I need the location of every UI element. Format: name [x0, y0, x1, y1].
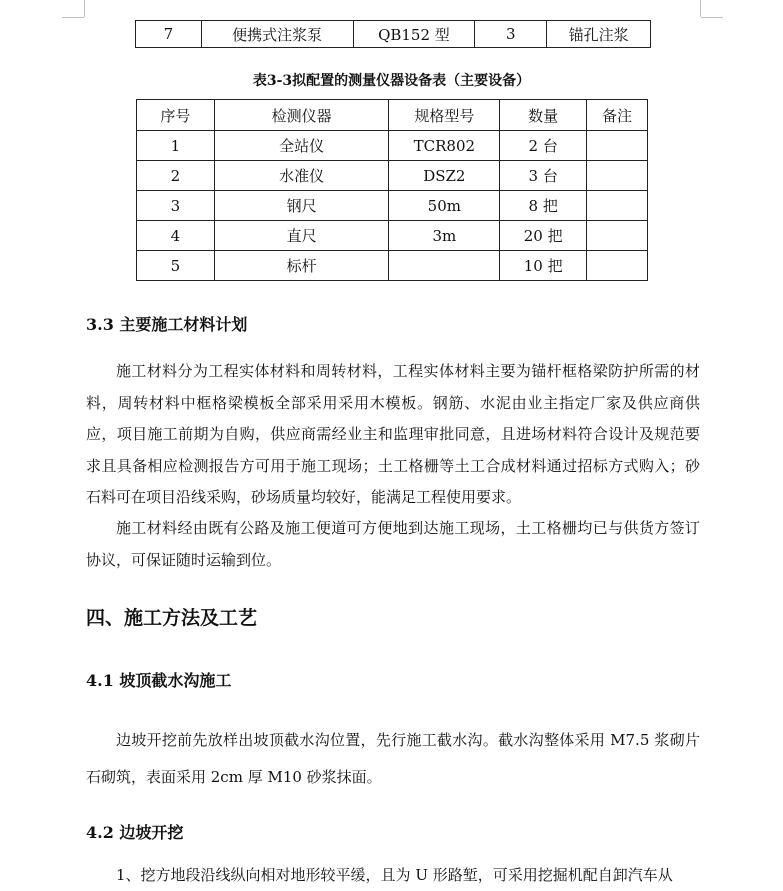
table-row	[137, 161, 648, 191]
table-caption: 表3-3拟配置的测量仪器设备表（主要设备）	[252, 73, 531, 89]
table-cell: 2 台	[500, 131, 587, 161]
table-cell: 10 把	[500, 251, 587, 281]
table-cell: 8 把	[500, 191, 587, 221]
table-cell	[587, 161, 648, 191]
table-cell	[587, 221, 648, 251]
paragraph-materials-plan: 施工材料分为工程实体材料和周转材料，工程实体材料主要为锚杆框格梁防护所需的材料，周转材料中框格梁模板全部采用采用木模板。钢筋、水泥由业主指定厂家及供应商供应，项目施工前期为自购，供应商需经业主和监理审批同意，且进场材料符合设计及规范要求且具备相应检测报告方可用于施工现场；土工格栅等土工合成材料通过招标方式购入；砂石料可在项目沿线采购，砂场质量均较好，能满足工程使用要求。	[86, 362, 700, 506]
equipment-table-continued	[135, 20, 651, 48]
section-heading-3-3: 3.3 主要施工材料计划	[86, 315, 248, 334]
paragraph-slope-excavation: 1、挖方地段沿线纵向相对地形较平缓，且为 U 形路堑，可采用挖掘机配自卸汽车从	[116, 866, 673, 884]
table-cell: 1	[137, 131, 215, 161]
table-cell: 3	[475, 21, 547, 48]
table-cell: TCR802	[389, 131, 500, 161]
table-row	[137, 191, 648, 221]
page-corner-mark-top-right-horizontal	[701, 17, 723, 18]
table-cell: 3	[137, 191, 215, 221]
table-cell: 3m	[389, 221, 500, 251]
table-cell: 2	[137, 161, 215, 191]
table-cell: 全站仪	[214, 131, 389, 161]
table-cell: 3 台	[500, 161, 587, 191]
table-cell: 标杆	[214, 251, 389, 281]
table-row	[137, 131, 648, 161]
page-corner-mark-top-left-horizontal	[62, 17, 84, 18]
instrument-table	[136, 99, 648, 281]
table-cell	[587, 251, 648, 281]
column-header: 规格型号	[389, 100, 500, 131]
section-heading-4-1: 4.1 坡顶截水沟施工	[86, 671, 232, 690]
section-heading-4-2: 4.2 边坡开挖	[86, 823, 184, 842]
table-header-row	[137, 100, 648, 131]
table-row	[136, 21, 651, 48]
table-cell: 4	[137, 221, 215, 251]
table-cell: QB152 型	[353, 21, 475, 48]
table-cell: 5	[137, 251, 215, 281]
table-row	[137, 251, 648, 281]
paragraph-intercepting-ditch: 边坡开挖前先放样出坡顶截水沟位置，先行施工截水沟。截水沟整体采用 M7.5 浆砌片石砌筑，表面采用 2cm 厚 M10 砂浆抹面。	[86, 731, 700, 786]
chapter-heading-4: 四、施工方法及工艺	[86, 607, 258, 629]
table-cell: 20 把	[500, 221, 587, 251]
table-cell: 50m	[389, 191, 500, 221]
table-row	[137, 221, 648, 251]
table-cell: 锚孔注浆	[547, 21, 651, 48]
paragraph-materials-transport: 施工材料经由既有公路及施工便道可方便地到达施工现场，土工格栅均已与供货方签订协议，可保证随时运输到位。	[86, 519, 700, 569]
table-cell	[587, 191, 648, 221]
table-cell: 便携式注浆泵	[201, 21, 353, 48]
column-header: 序号	[137, 100, 215, 131]
table-cell: 7	[136, 21, 202, 48]
table-cell: 钢尺	[214, 191, 389, 221]
column-header: 备注	[587, 100, 648, 131]
table-cell	[389, 251, 500, 281]
table-cell	[587, 131, 648, 161]
column-header: 数量	[500, 100, 587, 131]
table-cell: DSZ2	[389, 161, 500, 191]
table-cell: 水准仪	[214, 161, 389, 191]
table-cell: 直尺	[214, 221, 389, 251]
page-corner-mark-top-left-vertical	[84, 0, 85, 17]
column-header: 检测仪器	[214, 100, 389, 131]
page-corner-mark-top-right-vertical	[700, 0, 701, 17]
